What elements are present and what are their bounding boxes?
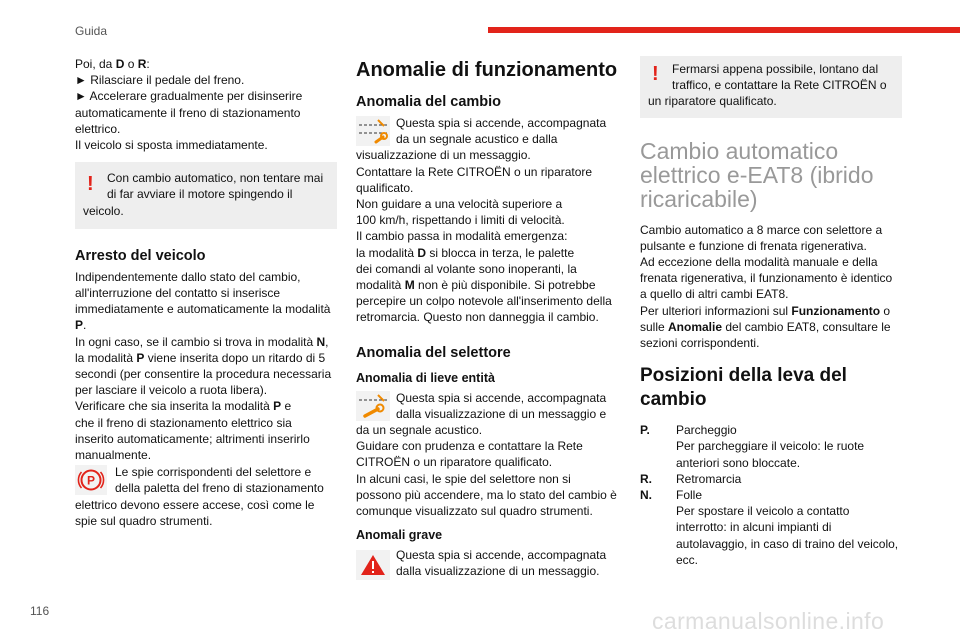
text-line: sulle Anomalie del cambio EAT8, consultare le	[640, 319, 891, 334]
gearbox-warning-icon	[356, 116, 390, 146]
note-line: veicolo.	[83, 203, 124, 218]
gear-desc: autolavaggio, in caso di traino del veicolo,	[676, 536, 899, 551]
text-line: sezioni corrispondenti.	[640, 336, 760, 351]
warning-note	[75, 162, 337, 229]
text-line: Le spie corrispondenti del selettore e	[115, 465, 312, 480]
icon-paragraph	[356, 547, 624, 581]
gear-key: P.	[640, 423, 650, 438]
text-line: Questa spia si accende, accompagnata	[396, 390, 607, 405]
icon-paragraph	[356, 390, 624, 439]
minor-heading: Anomalia di lieve entità	[356, 370, 495, 385]
text-line: Questa spia si accende, accompagnata	[396, 548, 607, 563]
gear-desc: ecc.	[676, 552, 699, 567]
text-line: comunque visualizzato sul quadro strumenti.	[356, 504, 593, 519]
step-line: ► Rilasciare il pedale del freno.	[75, 73, 245, 88]
text-line: In ogni caso, se il cambio si trova in modalità N,	[75, 334, 329, 349]
text-line: manualmente.	[75, 448, 152, 463]
gear-desc: Retromarcia	[676, 471, 742, 486]
gear-desc: Folle	[676, 488, 703, 503]
list-item	[640, 471, 905, 487]
list-item	[640, 422, 905, 471]
text-line: Ad eccezione della modalità manuale e della	[640, 255, 878, 270]
column-left	[75, 56, 337, 529]
section-title: Anomalie di funzionamento	[356, 59, 618, 81]
chapter-title: Cambio automatico	[640, 137, 839, 164]
text-line: Indipendentemente dallo stato del cambio,	[75, 269, 301, 284]
text-line: 100 km/h, rispettando i limiti di velocità.	[356, 213, 565, 228]
text-line: che il freno di stazionamento elettrico sia	[75, 415, 292, 430]
text-line: Verificare che sia inserita la modalità P e	[75, 399, 292, 414]
text-line: Poi, da D o R:	[75, 57, 150, 71]
text-line: frenata rigenerativa, il funzionamento è identico	[640, 271, 893, 286]
text-line: P.	[75, 318, 87, 333]
text-line: Non guidare a una velocità superiore a	[356, 197, 563, 212]
section-title: cambio	[640, 389, 707, 411]
text-line: In alcuni casi, le spie del selettore non si	[356, 471, 571, 486]
column-right	[640, 56, 905, 568]
header-accent-bar	[488, 27, 960, 33]
text-line: la modalità P viene inserita dopo un ritardo di 5	[75, 350, 326, 365]
note-line: traffico, e contattare la Rete CITROËN o	[672, 78, 887, 93]
text-line: Contattare la Rete CITROËN o un riparatore	[356, 164, 593, 179]
icon-paragraph	[356, 115, 624, 164]
text-line: possono più accendere, ma lo stato del cambio è	[356, 487, 617, 502]
text-line: spie sul quadro strumenti.	[75, 513, 213, 528]
wrench-icon	[356, 391, 390, 421]
text-line: elettrico devono essere accese, così come le	[75, 497, 315, 512]
section-title: Posizioni della leva del	[640, 365, 847, 387]
subsection-heading: Anomalia del cambio	[356, 94, 502, 110]
text-line: da un segnale acustico.	[356, 423, 483, 438]
text-line: qualificato.	[356, 180, 414, 195]
gear-desc: Parcheggio	[676, 423, 737, 438]
gear-position-list	[640, 422, 905, 568]
subsection-heading: Anomalia del selettore	[356, 344, 511, 361]
warning-exclamation-icon: !	[652, 63, 659, 85]
parking-brake-icon	[75, 465, 109, 495]
text-line: modalità M non è più disponibile. Si potrebbe	[356, 278, 596, 293]
chapter-title: ricaricabile)	[640, 185, 758, 212]
text-line: pulsante e funzione di frenata rigenerativa.	[640, 238, 867, 253]
column-middle	[356, 56, 624, 581]
chapter-title: elettrico e-EAT8 (ibrido	[640, 161, 874, 188]
text-line: visualizzazione di un messaggio.	[356, 148, 531, 163]
text-line: a quello di altri cambi EAT8.	[640, 287, 789, 302]
text-line: Il veicolo si sposta immediatamente.	[75, 138, 268, 153]
text-line: Guidare con prudenza e contattare la Rete	[356, 439, 583, 454]
text-line: Il cambio passa in modalità emergenza:	[356, 229, 568, 244]
note-line: di far avviare il motore spingendo il	[107, 187, 293, 202]
warning-triangle-icon	[356, 550, 390, 580]
minor-heading: Anomali grave	[356, 528, 443, 543]
gear-key: R.	[640, 471, 652, 486]
warning-exclamation-icon: !	[87, 173, 94, 196]
text-line: immediatamente e automaticamente la modalità	[75, 302, 331, 317]
gear-desc: anteriori sono bloccate.	[676, 455, 801, 470]
watermark: carmanualsonline.info	[652, 608, 885, 634]
text-line: elettrico.	[75, 121, 121, 136]
note-line: Fermarsi appena possibile, lontano dal	[672, 62, 879, 76]
text-line: all'interruzione del contatto si inserisce	[75, 286, 281, 301]
text-line: Questa spia si accende, accompagnata	[396, 116, 607, 130]
text-line: automaticamente il freno di stazionamento	[75, 105, 301, 120]
warning-note	[640, 56, 902, 118]
text-line: della paletta del freno di stazionamento	[115, 481, 324, 496]
page-number: 116	[30, 604, 50, 618]
note-line: Con cambio automatico, non tentare mai	[107, 171, 324, 186]
text-line: la modalità D si blocca in terza, le palette	[356, 245, 575, 260]
text-line: dei comandi al volante sono inoperanti, la	[356, 261, 577, 276]
text-line: inserito automaticamente; altrimenti inserirlo	[75, 431, 310, 446]
gear-desc: Per parcheggiare il veicolo: le ruote	[676, 439, 865, 454]
text-line: percepire un colpo notevole all'inserimento della	[356, 294, 612, 309]
text-line: dalla visualizzazione di un messaggio e	[396, 406, 607, 421]
gear-desc: interrotto: in alcuni impianti di	[676, 520, 832, 535]
text-line: retromarcia. Questo non danneggia il cambio.	[356, 310, 599, 325]
icon-paragraph	[75, 464, 337, 529]
gear-key: N.	[640, 488, 652, 503]
section-heading: Arresto del veicolo	[75, 247, 206, 264]
text-line: Cambio automatico a 8 marce con selettore a	[640, 222, 883, 237]
text-line: per lasciare il veicolo a ruota libera).	[75, 383, 268, 398]
text-line: dalla visualizzazione di un messaggio.	[396, 564, 600, 579]
text-line: secondi (per consentire la procedura necessaria	[75, 367, 332, 382]
text-line: da un segnale acustico e dalla	[396, 132, 558, 147]
svg-text:P: P	[86, 473, 96, 488]
running-header: Guida	[75, 24, 108, 38]
note-line: un riparatore qualificato.	[648, 94, 777, 109]
gear-desc: Per spostare il veicolo a contatto	[676, 504, 850, 519]
list-item	[640, 487, 905, 568]
step-line: ► Accelerare gradualmente per disinserire	[75, 89, 303, 104]
text-line: CITROËN o un riparatore qualificato.	[356, 455, 553, 470]
text-line: Per ulteriori informazioni sul Funzionamento o	[640, 303, 891, 318]
